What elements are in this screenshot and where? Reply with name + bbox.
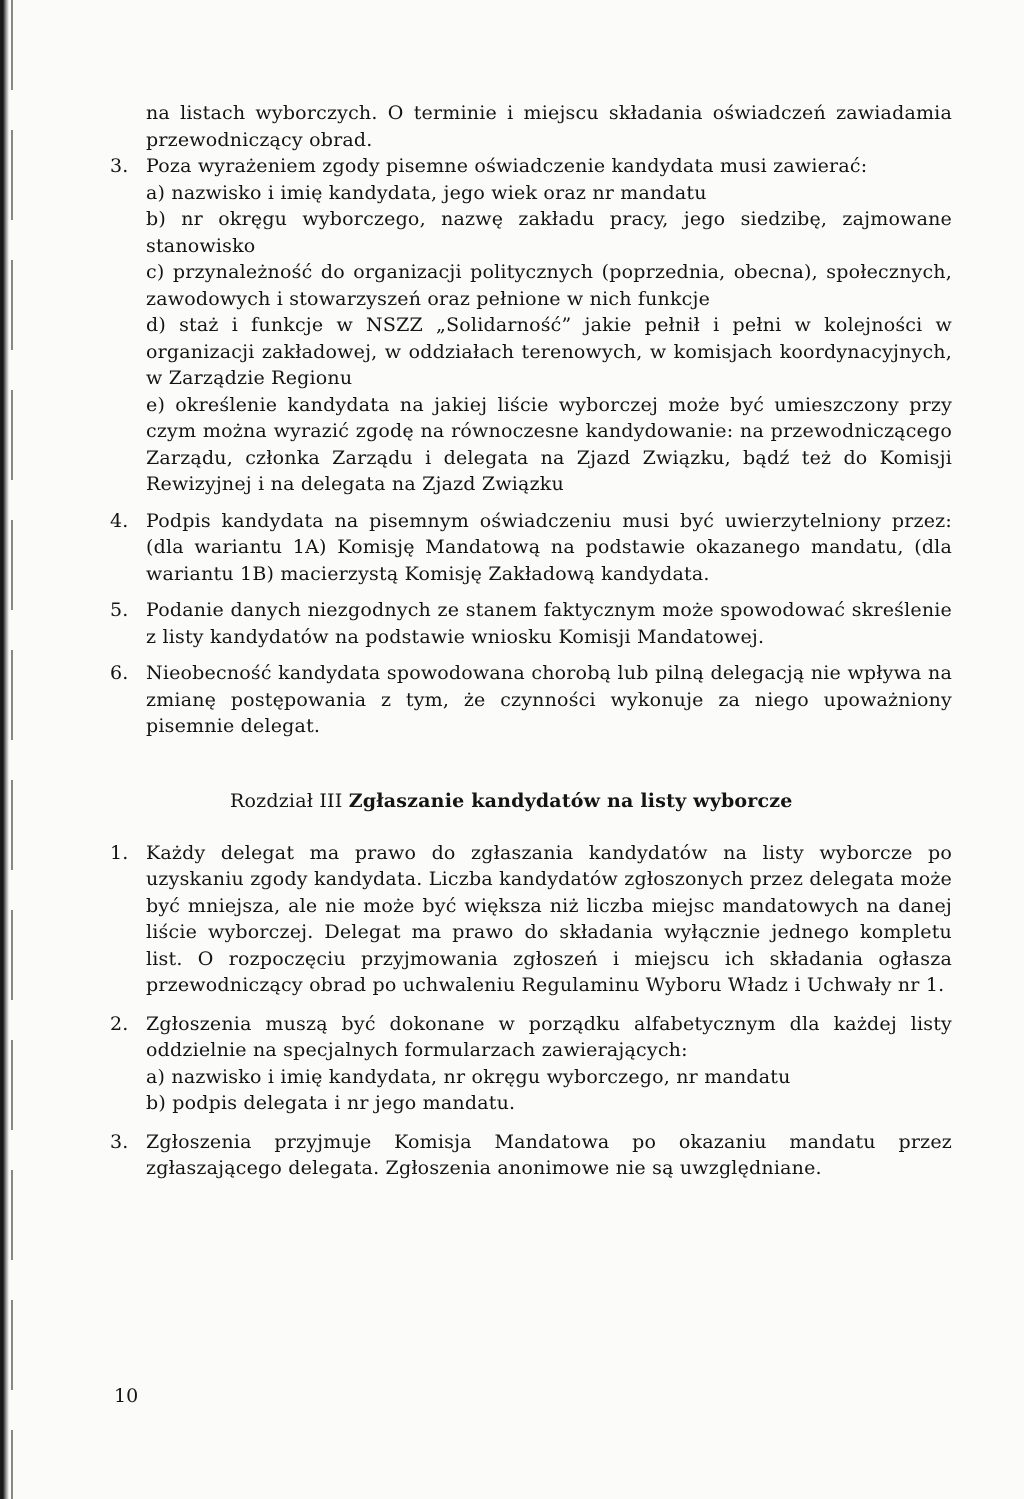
item-number: 3. xyxy=(110,155,129,177)
subitem-a: a) nazwisko i imię kandydata, nr okręgu wyborczego, nr mandatu xyxy=(146,1065,791,1088)
subitem-a: a) nazwisko i imię kandydata, jego wiek oraz nr mandatu xyxy=(146,181,707,204)
subitem-b: b) podpis delegata i nr jego mandatu. xyxy=(146,1092,516,1114)
list-item xyxy=(110,508,952,588)
list-item xyxy=(110,1011,952,1117)
item-text: Podanie danych niezgodnych ze stanem faktycznym może spowodować skreślenie z listy kandydatów na podstawie wniosku Komisji Mandatowej. xyxy=(146,599,952,648)
item-text: Podpis kandydata na pisemnym oświadczeniu musi być uwierzytelniony przez: (dla wariantu 1A) Komisję Mandatową na podstawie okazanego mandatu, (dla wariantu 1B) macierzystą Komisję Zakładową kandydata. xyxy=(146,509,952,585)
item-number: 3. xyxy=(110,1130,129,1153)
subitem-e: e) określenie kandydata na jakiej liście wyborczej może być umieszczony przy czym można wyrazić zgodę na równoczesne kandydowanie: na przewodniczącego Zarządu, członka Zarządu i delegata na Zjazd Związku, bądź też do Komisji Rewizyjnej i na delegata na Zjazd Związku xyxy=(146,393,952,495)
item-number: 6. xyxy=(110,662,129,684)
chapter-title: Zgłaszanie kandydatów na listy wyborcze xyxy=(348,789,793,812)
document-body xyxy=(110,100,952,1182)
item-number: 1. xyxy=(110,841,129,864)
item-text: Nieobecność kandydata spowodowana chorobą lub pilną delegacją nie wpływa na zmianę postępowania z tym, że czynności wykonuje za niego upoważniony pisemnie delegat. xyxy=(146,662,952,737)
list-item xyxy=(110,153,952,498)
list-item xyxy=(110,597,952,650)
item-number: 2. xyxy=(110,1012,129,1035)
subitem-b: b) nr okręgu wyborczego, nazwę zakładu pracy, jego siedzibę, zajmowane stanowisko xyxy=(146,208,952,257)
continuation-paragraph: na listach wyborczych. O terminie i miejscu składania oświadczeń zawiadamia przewodniczący obrad. xyxy=(146,102,952,151)
chapter-label: Rozdział III xyxy=(230,789,343,812)
item-text: Zgłoszenia muszą być dokonane w porządku alfabetycznym dla każdej listy oddzielnie na specjalnych formularzach zawierających: xyxy=(146,1012,952,1061)
item-text: Poza wyrażeniem zgody pisemne oświadczenie kandydata musi zawierać: xyxy=(146,155,868,177)
item-text: Każdy delegat ma prawo do zgłaszania kandydatów na listy wyborcze po uzyskaniu zgody kandydata. Liczba kandydatów zgłoszonych przez delegata może być mniejsza, ale nie może być większa niż liczba miejsc mandatowych na danej liście wyborczej. Delegat ma prawo do składania wyłącznie jednego kompletu list. O rozpoczęciu przyjmowania zgłoszeń i miejscu ich składania ogłasza przewodniczący obrad po uchwaleniu Regulaminu Wyboru Władz i Uchwały nr 1. xyxy=(146,841,952,996)
page-number: 10 xyxy=(114,1385,139,1407)
subitem-d: d) staż i funkcje w NSZZ „Solidarność” jakie pełnił i pełni w kolejności w organizacji zakładowej, w oddziałach terenowych, w komisjach koordynacyjnych, w Zarządzie Regionu xyxy=(146,314,952,389)
scan-binding-edge xyxy=(0,0,9,1499)
list-item xyxy=(110,1129,952,1182)
scan-binding-shadow xyxy=(11,0,13,1499)
item-number: 4. xyxy=(110,509,129,532)
item-text: Zgłoszenia przyjmuje Komisja Mandatowa po okazaniu mandatu przez zgłaszającego delegata. Zgłoszenia anonimowe nie są uwzględniane. xyxy=(146,1130,952,1179)
list-item xyxy=(110,660,952,740)
list-item xyxy=(110,840,952,999)
subitem-c: c) przynależność do organizacji politycznych (poprzednia, obecna), społecznych, zawodowych i stowarzyszeń oraz pełnione w nich funkcje xyxy=(146,261,952,310)
chapter-heading xyxy=(230,788,952,814)
item-number: 5. xyxy=(110,599,129,621)
